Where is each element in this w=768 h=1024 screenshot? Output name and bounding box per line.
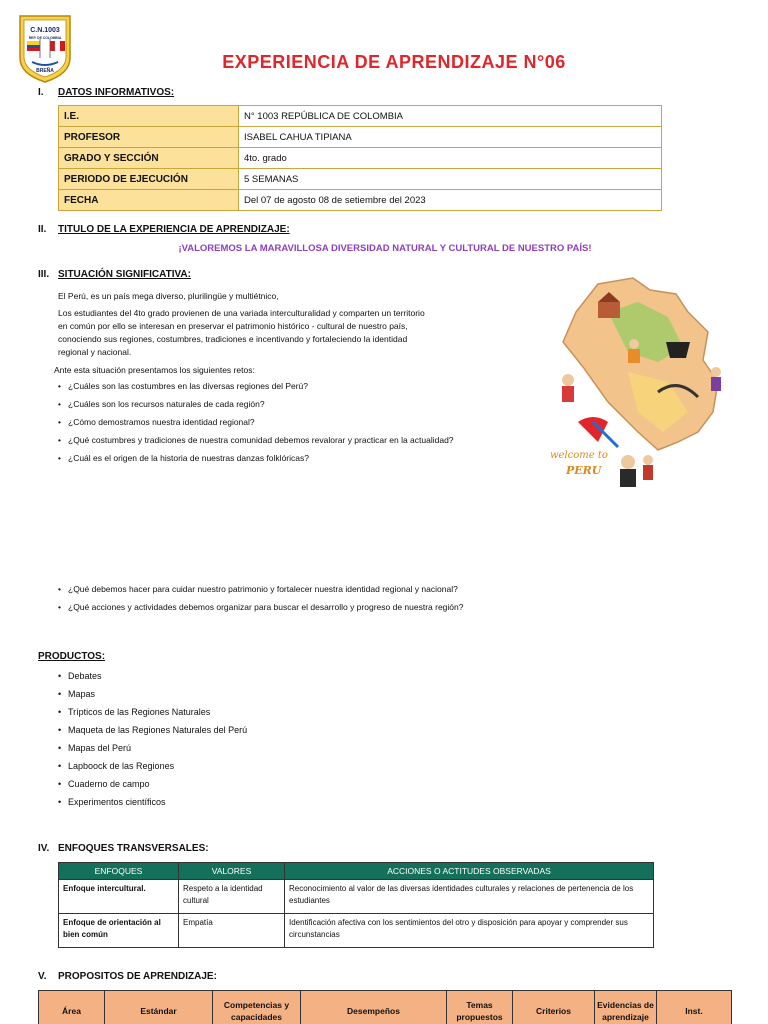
list-item: • ¿Qué debemos hacer para cuidar nuestro patrimonio y fortalecer nuestra identidad regional y nacional?: [58, 583, 508, 596]
list-item: • ¿Cuáles son los recursos naturales de cada región?: [58, 398, 498, 411]
list-item: • Trípticos de las Regiones Naturales: [58, 706, 458, 719]
section-title: ENFOQUES TRANSVERSALES:: [58, 843, 209, 854]
section-title: DATOS INFORMATIVOS:: [58, 87, 175, 98]
accion-cell: Reconocimiento al valor de las diversas identidades culturales y relaciones de pertenencia de los estudiantes: [285, 880, 654, 914]
table-row: [59, 190, 662, 211]
section-5-heading: [38, 971, 217, 982]
column-header: VALORES: [179, 863, 285, 880]
section-4-heading: [38, 843, 209, 854]
info-label: PROFESOR: [59, 127, 239, 148]
text-line: conociendo sus regiones, costumbres, tradiciones e incentivando y fortaleciendo la identidad: [58, 334, 408, 344]
table-row: [59, 880, 654, 914]
section-2-heading: [38, 224, 290, 235]
enfoque-cell: Enfoque de orientación al bien común: [59, 914, 179, 948]
logo-text-2: REP. DE COLOMBIA: [28, 36, 62, 40]
retos-list: [58, 380, 498, 470]
text-line: regional y nacional.: [58, 347, 132, 357]
column-header: Estándar: [105, 991, 213, 1024]
info-value: N° 1003 REPÚBLICA DE COLOMBIA: [239, 106, 662, 127]
section-number: V.: [38, 971, 47, 982]
info-value: Del 07 de agosto 08 de setiembre del 2023: [239, 190, 662, 211]
table-row: [59, 106, 662, 127]
section-title: SITUACIÓN SIGNIFICATIVA:: [58, 269, 191, 280]
info-label: GRADO Y SECCIÓN: [59, 148, 239, 169]
accion-cell: Identificación afectiva con los sentimientos del otro y disposición para apoyar y comprender sus circunstancias: [285, 914, 654, 948]
list-item: • ¿Cuáles son las costumbres en las diversas regiones del Perú?: [58, 380, 498, 393]
situacion-p1: El Perú, es un país mega diverso, plurilingüe y multiétnico,: [58, 291, 279, 301]
section-number: II.: [38, 224, 47, 235]
document-title: EXPERIENCIA DE APRENDIZAJE N°06: [222, 52, 566, 72]
list-item: • ¿Cómo demostramos nuestra identidad regional?: [58, 416, 498, 429]
section-title: TITULO DE LA EXPERIENCIA DE APRENDIZAJE:: [58, 224, 290, 235]
text-line: en común por ello se interesan en preservar el patrimonio histórico - cultural de nuestro país,: [58, 321, 408, 331]
logo-text-3: BREÑA: [36, 68, 54, 74]
map-caption-welcome: welcome to: [550, 450, 608, 461]
list-item: • Mapas del Perú: [58, 742, 458, 755]
info-value: ISABEL CAHUA TIPIANA: [239, 127, 662, 148]
retos-list-2: [58, 583, 508, 619]
section-number: III.: [38, 269, 50, 280]
propositos-table: [38, 990, 732, 1024]
column-header: Área: [39, 991, 105, 1024]
column-header: Temas propuestos: [447, 991, 513, 1024]
experience-title: ¡VALOREMOS LA MARAVILLOSA DIVERSIDAD NATURAL Y CULTURAL DE NUESTRO PAÍS!: [178, 243, 592, 254]
section-1-heading: [38, 87, 174, 98]
list-item: • Lapboock de las Regiones: [58, 760, 458, 773]
column-header: Inst.: [657, 991, 732, 1024]
list-item: • ¿Qué costumbres y tradiciones de nuestra comunidad debemos revalorar y practicar en la actualidad?: [58, 434, 498, 447]
situacion-p2: [58, 307, 528, 359]
valor-cell: Respeto a la identidad cultural: [179, 880, 285, 914]
map-caption-peru: PERU: [566, 464, 602, 477]
info-label: I.E.: [59, 106, 239, 127]
school-logo: [18, 14, 72, 84]
situacion-intro: Ante esta situación presentamos los siguientes retos:: [54, 365, 255, 375]
column-header: ENFOQUES: [59, 863, 179, 880]
productos-title: PRODUCTOS:: [38, 651, 106, 662]
list-item: • Cuaderno de campo: [58, 778, 458, 791]
productos-heading: [38, 651, 105, 662]
info-value: 5 SEMANAS: [239, 169, 662, 190]
section-title: PROPOSITOS DE APRENDIZAJE:: [58, 971, 217, 982]
column-header: Desempeños: [301, 991, 447, 1024]
table-row: [59, 169, 662, 190]
list-item: • Maqueta de las Regiones Naturales del Perú: [58, 724, 458, 737]
section-number: IV.: [38, 843, 50, 854]
section-number: I.: [38, 87, 44, 98]
section-3-heading: [38, 269, 191, 280]
info-label: PERIODO DE EJECUCIÓN: [59, 169, 239, 190]
info-table: [58, 105, 662, 211]
table-header-row: [59, 863, 654, 880]
table-header-row: [39, 991, 732, 1024]
list-item: • ¿Cuál es el origen de la historia de nuestras danzas folklóricas?: [58, 452, 498, 465]
peru-map-illustration: [538, 272, 734, 504]
enfoques-table: [58, 862, 654, 948]
column-header: ACCIONES O ACTITUDES OBSERVADAS: [285, 863, 654, 880]
table-row: [59, 914, 654, 948]
enfoque-cell: Enfoque intercultural.: [59, 880, 179, 914]
column-header: Criterios: [513, 991, 595, 1024]
table-row: [59, 127, 662, 148]
productos-list: [58, 670, 458, 814]
logo-text-1: C.N.1003: [30, 27, 60, 34]
valor-cell: Empatía: [179, 914, 285, 948]
column-header: Competencias y capacidades: [213, 991, 301, 1024]
list-item: • Debates: [58, 670, 458, 683]
column-header: Evidencias de aprendizaje: [595, 991, 657, 1024]
info-label: FECHA: [59, 190, 239, 211]
text-line: Los estudiantes del 4to grado provienen de una variada interculturalidad y comparten un territorio: [58, 308, 425, 318]
table-row: [59, 148, 662, 169]
list-item: • Experimentos científicos: [58, 796, 458, 809]
info-value: 4to. grado: [239, 148, 662, 169]
list-item: • ¿Qué acciones y actividades debemos organizar para buscar el desarrollo y progreso de nuestra región?: [58, 601, 508, 614]
list-item: • Mapas: [58, 688, 458, 701]
